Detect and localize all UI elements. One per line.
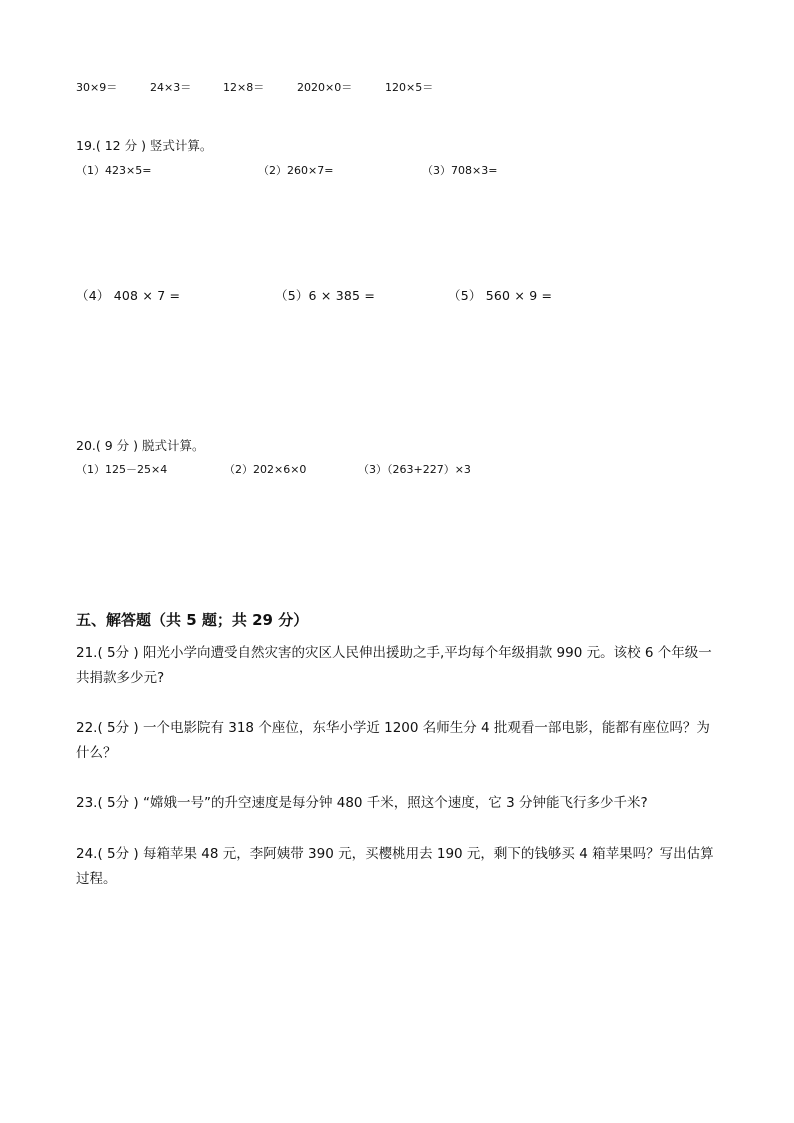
q19-item-3: （3）708×3=: [422, 164, 498, 177]
oral-calc-3: 12×8＝: [223, 81, 265, 94]
oral-calc-2: 24×3＝: [150, 81, 192, 94]
q20-item-1: （1）125－25×4: [76, 463, 168, 476]
q20-item-2: （2）202×6×0: [224, 463, 307, 476]
q19-item-4: （4） 408 × 7 =: [76, 288, 181, 303]
oral-calc-1: 30×9＝: [76, 81, 118, 94]
q20-item-3: （3）（263+227）×3: [358, 463, 471, 476]
q19-item-2: （2）260×7=: [258, 164, 334, 177]
section-title: 五、解答题（共 5 题；共 29 分）: [76, 611, 309, 629]
problem-22: 22.( 5分 ) 一个电影院有 318 个座位，东华小学近 1200 名师生分 4 批观看一部电影，能都有座位吗？为什么？: [76, 720, 710, 761]
oral-calc-5: 120×5＝: [385, 81, 434, 94]
q19-item-5: （5）6 × 385 =: [275, 288, 376, 303]
question-20-heading: 20.( 9 分 ) 脱式计算。: [76, 438, 205, 453]
question-19-heading: 19.( 12 分 ) 竖式计算。: [76, 138, 213, 153]
problem-21: 21.( 5分 ) 阳光小学向遭受自然灾害的灾区人民伸出援助之手,平均每个年级捐款 990 元。该校 6 个年级一共捐款多少元?: [76, 645, 712, 686]
q19-item-6: （5） 560 × 9 =: [448, 288, 553, 303]
q19-item-1: （1）423×5=: [76, 164, 152, 177]
problem-23: 23.( 5分 ) “嫦娥一号”的升空速度是每分钟 480 千米，照这个速度，它 3 分钟能飞行多少千米?: [76, 795, 648, 811]
oral-calc-4: 2020×0＝: [297, 81, 353, 94]
problem-24: 24.( 5分 ) 每箱苹果 48 元，李阿姨带 390 元，买樱桃用去 190 元，剩下的钱够买 4 箱苹果吗？写出估算过程。: [76, 846, 714, 887]
